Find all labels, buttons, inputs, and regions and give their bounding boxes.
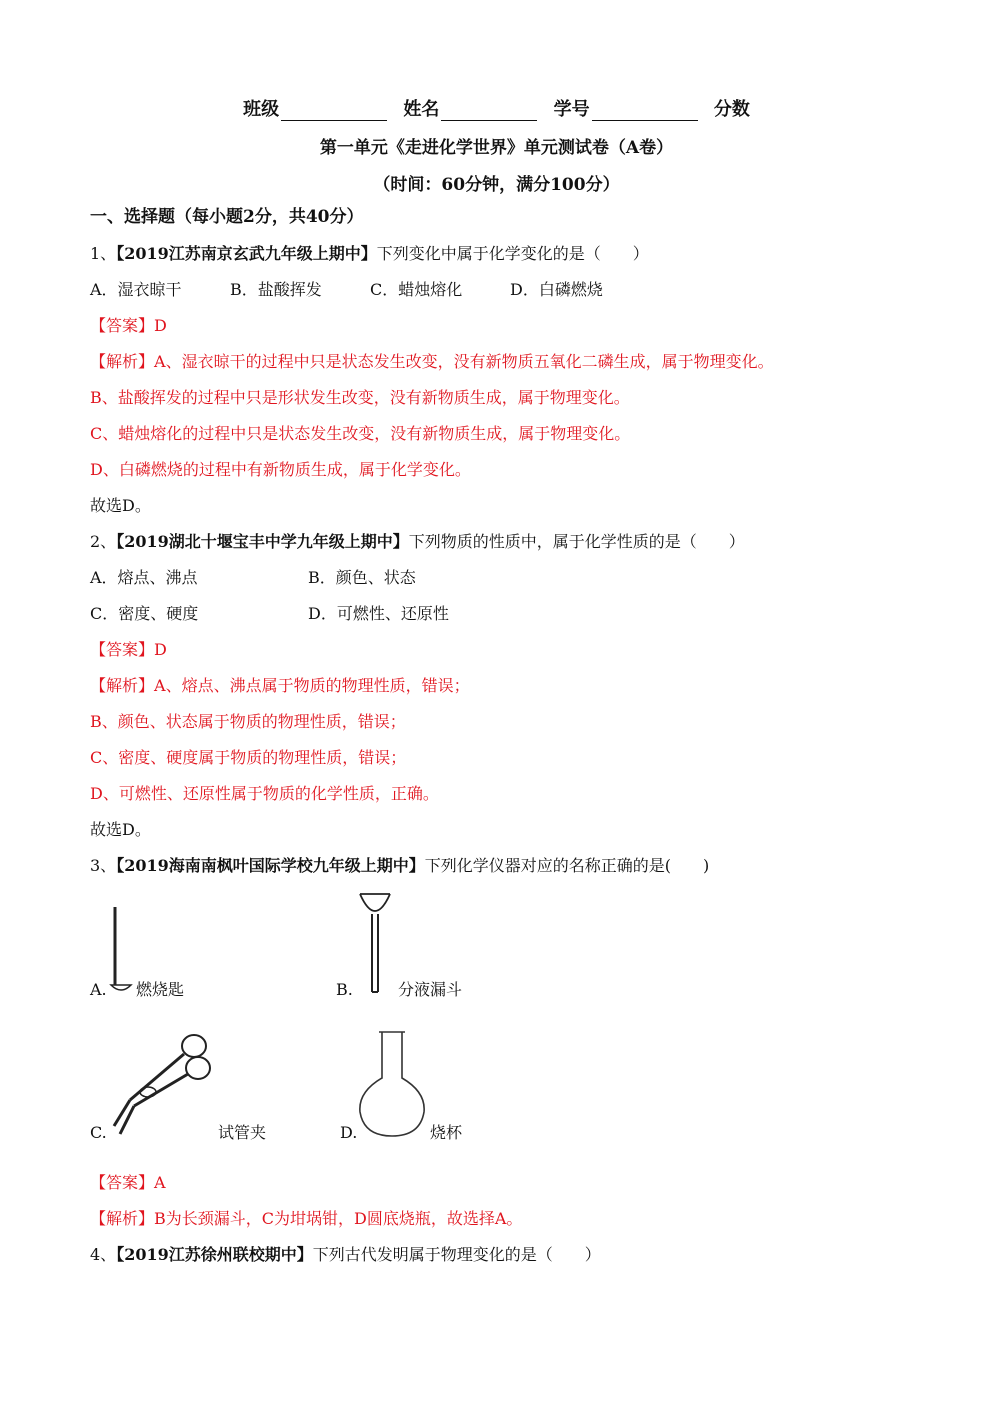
q2-analysis-3: C、密度、硬度属于物质的物理性质，错误； [90,748,407,767]
answer-label: 【答案】 [90,316,155,335]
q1-conclusion: 故选D。 [90,496,151,515]
question-3 [90,856,709,876]
score-label: 分数 [713,99,750,120]
option-d[interactable]: D．可燃性、还原性 [308,604,449,623]
option-a[interactable]: A．熔点、沸点 [90,568,198,587]
option-d-name: 烧杯 [430,1123,463,1142]
question-1 [90,244,649,264]
name-blank[interactable] [441,102,537,121]
question-stem: 下列变化中属于化学变化的是（ ） [376,244,649,263]
option-b[interactable]: B．盐酸挥发 [230,280,322,299]
question-2 [90,532,745,552]
analysis-label: 【解析】 [90,352,155,371]
crucible-tongs-icon [108,1030,216,1140]
q3-answer [90,1173,166,1193]
combustion-spoon-icon [105,905,135,995]
q2-conclusion: 故选D。 [90,820,151,839]
answer-label: 【答案】 [90,1173,155,1192]
question-4 [90,1245,601,1265]
option-a-name: 燃烧匙 [136,980,185,999]
option-c-name: 试管夹 [218,1123,267,1142]
q2-answer [90,640,167,660]
q2-analysis-1 [90,676,470,696]
q1-analysis-4: D、白磷燃烧的过程中有新物质生成，属于化学变化。 [90,460,471,479]
question-source: 【2019江苏徐州联校期中】 [116,1245,313,1264]
answer-value: A [154,1173,166,1192]
exam-subtitle: （时间：60分钟，满分100分） [373,175,620,195]
question-number: 3、 [90,856,117,875]
question-number: 1、 [90,244,117,263]
q1-analysis-1 [90,352,774,372]
analysis-label: 【解析】 [90,1209,155,1228]
analysis-text: A、熔点、沸点属于物质的物理性质，错误； [154,676,470,695]
student-info-line [0,95,993,121]
option-d-letter[interactable]: D. [340,1123,358,1142]
question-source: 【2019江苏南京玄武九年级上期中】 [116,244,377,263]
student-id-label: 学号 [553,99,590,120]
analysis-label: 【解析】 [90,676,155,695]
question-number: 4、 [90,1245,117,1264]
q2-options-row1 [90,568,416,588]
q2-analysis-4: D、可燃性、还原性属于物质的化学性质，正确。 [90,784,439,803]
answer-value: D [154,640,167,659]
option-d[interactable]: D．白磷燃烧 [510,280,603,299]
analysis-text: B为长颈漏斗，C为坩埚钳，D圆底烧瓶，故选择A。 [154,1209,523,1228]
option-c[interactable]: C．蜡烛熔化 [370,280,463,299]
section-title: 一、选择题（每小题2分，共40分） [90,207,364,227]
answer-value: D [154,316,167,335]
analysis-text: A、湿衣晾干的过程中只是状态发生改变，没有新物质五氧化二磷生成，属于物理变化。 [154,352,774,371]
q1-options [90,280,603,300]
question-source: 【2019海南南枫叶国际学校九年级上期中】 [116,856,425,875]
option-a-letter[interactable]: A. [90,980,107,999]
question-stem: 下列古代发明属于物理变化的是（ ） [312,1245,601,1264]
option-c-letter[interactable]: C. [90,1123,107,1142]
question-stem: 下列化学仪器对应的名称正确的是( ) [424,856,710,875]
question-stem: 下列物质的性质中，属于化学性质的是（ ） [408,532,745,551]
name-label: 姓名 [403,99,440,120]
question-source: 【2019湖北十堰宝丰中学九年级上期中】 [116,532,409,551]
student-id-blank[interactable] [592,102,698,121]
class-blank[interactable] [281,102,387,121]
q1-analysis-2: B、盐酸挥发的过程中只是形状发生改变，没有新物质生成，属于物理变化。 [90,388,630,407]
q1-analysis-3: C、蜡烛熔化的过程中只是状态发生改变，没有新物质生成，属于物理变化。 [90,424,631,443]
answer-label: 【答案】 [90,640,155,659]
q3-analysis [90,1209,522,1229]
q2-analysis-2: B、颜色、状态属于物质的物理性质，错误； [90,712,406,731]
option-b[interactable]: B．颜色、状态 [308,568,416,587]
option-a[interactable]: A．湿衣晾干 [90,280,182,299]
funnel-icon [355,888,395,996]
class-label: 班级 [243,99,280,120]
q1-answer [90,316,167,336]
exam-title: 第一单元《走进化学世界》单元测试卷（A卷） [319,138,674,158]
option-b-name: 分液漏斗 [398,980,463,999]
option-b-letter[interactable]: B. [336,980,353,999]
q2-options-row2 [90,604,449,624]
question-number: 2、 [90,532,117,551]
option-c[interactable]: C．密度、硬度 [90,604,199,623]
round-bottom-flask-icon [356,1028,428,1140]
